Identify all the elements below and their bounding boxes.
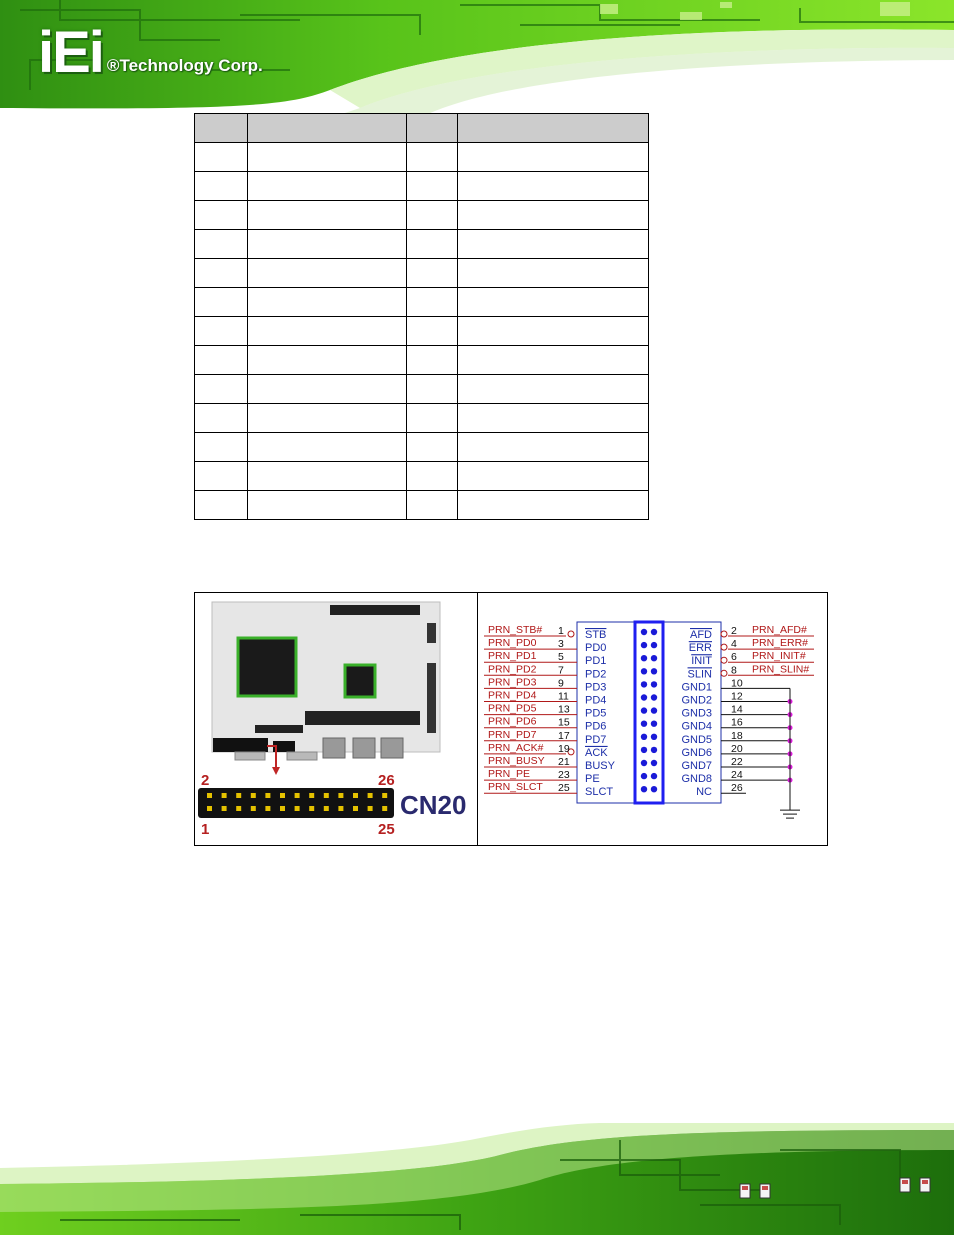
pin-dot bbox=[641, 694, 647, 700]
pin-dot bbox=[651, 707, 657, 713]
signal-label-left: PRN_PD1 bbox=[488, 650, 537, 663]
pin-name-left: PD5 bbox=[585, 707, 607, 720]
table-row bbox=[195, 230, 649, 259]
table-cell bbox=[458, 375, 649, 404]
page-footer-banner bbox=[0, 1120, 954, 1235]
pin-number-right: 16 bbox=[731, 716, 743, 729]
signal-label-left: PRN_PD3 bbox=[488, 676, 537, 689]
header-cell bbox=[248, 114, 407, 143]
pin-name-left: BUSY bbox=[585, 760, 615, 772]
header-pin bbox=[382, 806, 387, 811]
pin-number-right: 20 bbox=[731, 742, 743, 755]
signal-label-left: PRN_STB# bbox=[488, 624, 543, 636]
table-cell bbox=[458, 462, 649, 491]
pin-name-right: GND4 bbox=[681, 720, 712, 733]
pin-name-left: PE bbox=[585, 773, 600, 786]
pin-dot bbox=[651, 773, 657, 779]
table-cell bbox=[248, 143, 407, 172]
invert-bubble bbox=[721, 631, 727, 637]
logo-company-name: ®Technology Corp. bbox=[106, 56, 263, 75]
circuit-board-footer-graphic bbox=[0, 1120, 954, 1235]
pin-number-left: 3 bbox=[558, 638, 564, 651]
pin-name-right: GND6 bbox=[681, 746, 712, 759]
table-cell bbox=[248, 259, 407, 288]
header-pin bbox=[382, 793, 387, 798]
header-pin bbox=[353, 806, 358, 811]
board-connector bbox=[427, 623, 436, 643]
dimm-slot bbox=[305, 711, 420, 725]
cpu-chip bbox=[238, 638, 296, 696]
pin-name-right: GND7 bbox=[681, 760, 712, 772]
pin-number-right: 14 bbox=[731, 703, 743, 716]
board-connector bbox=[255, 725, 303, 733]
pin-name-left: PD0 bbox=[585, 642, 607, 655]
invert-bubble bbox=[568, 631, 574, 637]
pin-dot bbox=[641, 773, 647, 779]
pin-label-bottom-left: 1 bbox=[201, 821, 210, 838]
pin-name-left: PD2 bbox=[585, 668, 607, 681]
board-location-illustration bbox=[195, 593, 477, 845]
invert-bubble bbox=[721, 644, 727, 650]
table-cell bbox=[195, 491, 248, 520]
header-pin bbox=[309, 793, 314, 798]
header-pin bbox=[280, 793, 285, 798]
pin-dot bbox=[641, 668, 647, 674]
table-cell bbox=[407, 317, 458, 346]
header-pin bbox=[295, 806, 300, 811]
table-row bbox=[195, 404, 649, 433]
pin-name-left: PD1 bbox=[585, 655, 607, 668]
pin-name-left: PD3 bbox=[585, 681, 607, 694]
table-cell bbox=[195, 433, 248, 462]
logo-mark: iEi bbox=[38, 20, 103, 85]
pin-name-right: SLIN bbox=[687, 668, 712, 681]
connector-schematic bbox=[478, 593, 827, 845]
pin-number-left: 15 bbox=[558, 716, 570, 729]
table-cell bbox=[248, 404, 407, 433]
pin-number-left: 19 bbox=[558, 742, 570, 755]
board-connector bbox=[213, 738, 268, 752]
header-pin bbox=[265, 793, 270, 798]
pin-dot bbox=[641, 721, 647, 727]
table-row bbox=[195, 259, 649, 288]
table-row bbox=[195, 317, 649, 346]
pin-number-left: 9 bbox=[558, 677, 564, 690]
signal-label-left: PRN_PD6 bbox=[488, 715, 537, 728]
table-cell bbox=[407, 491, 458, 520]
table-cell bbox=[195, 143, 248, 172]
signal-label-left: PRN_SLCT bbox=[488, 781, 543, 794]
pin-number-left: 21 bbox=[558, 756, 570, 768]
board-connector bbox=[287, 752, 317, 760]
pin-dot bbox=[651, 655, 657, 661]
connector-name-label: CN20 bbox=[400, 790, 467, 820]
table-cell bbox=[407, 433, 458, 462]
pin-name-right: GND2 bbox=[681, 694, 712, 707]
pin-number-left: 25 bbox=[558, 782, 570, 795]
pin-number-right: 12 bbox=[731, 690, 743, 703]
pin-number-right: 10 bbox=[731, 677, 743, 690]
header-pin bbox=[207, 806, 212, 811]
pin-dot bbox=[641, 642, 647, 648]
pin-label-top-left: 2 bbox=[201, 772, 210, 789]
table-cell bbox=[248, 230, 407, 259]
header-pin bbox=[280, 806, 285, 811]
pin-dot bbox=[641, 760, 647, 766]
pin-name-left: STB bbox=[585, 629, 607, 641]
header-cell bbox=[407, 114, 458, 143]
connector-diagram-box bbox=[194, 592, 828, 846]
connector-pin-block bbox=[635, 622, 663, 803]
signal-label-left: PRN_PD5 bbox=[488, 702, 537, 715]
signal-label-left: PRN_PD0 bbox=[488, 637, 537, 650]
pin-name-right: GND5 bbox=[681, 733, 712, 746]
pin-dot bbox=[651, 642, 657, 648]
table-cell bbox=[458, 230, 649, 259]
table-row bbox=[195, 375, 649, 404]
pin-number-left: 17 bbox=[558, 729, 570, 742]
lan-port bbox=[353, 738, 375, 758]
pin-dot bbox=[651, 721, 657, 727]
signal-label-left: PRN_PE bbox=[488, 768, 531, 781]
table-row bbox=[195, 288, 649, 317]
cn20-header bbox=[198, 788, 394, 818]
signal-label-left: PRN_BUSY bbox=[488, 755, 545, 767]
header-pin bbox=[207, 793, 212, 798]
table-cell bbox=[458, 143, 649, 172]
pin-name-left: SLCT bbox=[585, 786, 614, 799]
header-pin bbox=[338, 806, 343, 811]
header-pin bbox=[309, 806, 314, 811]
table-cell bbox=[248, 317, 407, 346]
table-row bbox=[195, 143, 649, 172]
board-connector bbox=[427, 663, 436, 733]
board-connector bbox=[235, 752, 265, 760]
pin-number-left: 7 bbox=[558, 664, 564, 677]
header-pin bbox=[236, 793, 241, 798]
table-cell bbox=[195, 346, 248, 375]
signal-label-right: PRN_AFD# bbox=[752, 624, 807, 636]
pin-name-left: PD7 bbox=[585, 733, 607, 746]
header-pin bbox=[353, 793, 358, 798]
pin-number-left: 13 bbox=[558, 703, 570, 716]
header-cell bbox=[195, 114, 248, 143]
table-cell bbox=[458, 433, 649, 462]
header-pin bbox=[338, 793, 343, 798]
table-cell bbox=[248, 288, 407, 317]
pin-dot bbox=[641, 734, 647, 740]
header-pin bbox=[236, 806, 241, 811]
table-cell bbox=[407, 288, 458, 317]
pin-dot bbox=[651, 681, 657, 687]
pin-number-left: 11 bbox=[558, 690, 569, 703]
pin-number-right: 6 bbox=[731, 651, 737, 664]
table-cell bbox=[195, 375, 248, 404]
header-pin bbox=[251, 793, 256, 798]
table-row bbox=[195, 433, 649, 462]
pin-dot bbox=[651, 760, 657, 766]
table-row bbox=[195, 491, 649, 520]
pin-dot bbox=[651, 747, 657, 753]
table-cell bbox=[458, 317, 649, 346]
pin-name-right: GND1 bbox=[681, 681, 712, 694]
pin-name-left: PD4 bbox=[585, 694, 607, 707]
header-pin bbox=[222, 806, 227, 811]
header-pin bbox=[324, 793, 329, 798]
lan-port bbox=[323, 738, 345, 758]
signal-label-right: PRN_SLIN# bbox=[752, 663, 810, 676]
table-cell bbox=[407, 259, 458, 288]
pointer-arrow-head bbox=[272, 767, 280, 775]
header-pin bbox=[295, 793, 300, 798]
pin-number-right: 8 bbox=[731, 664, 737, 677]
table-cell bbox=[195, 201, 248, 230]
header-pin bbox=[368, 806, 373, 811]
table-cell bbox=[195, 230, 248, 259]
signal-label-right: PRN_INIT# bbox=[752, 650, 806, 663]
signal-label-left: PRN_ACK# bbox=[488, 741, 544, 754]
iei-logo bbox=[38, 20, 263, 85]
table-cell bbox=[407, 462, 458, 491]
pinout-table bbox=[194, 113, 649, 520]
table-cell bbox=[248, 201, 407, 230]
pin-dot bbox=[641, 786, 647, 792]
pin-number-right: 4 bbox=[731, 638, 737, 651]
pin-dot bbox=[641, 681, 647, 687]
chipset-chip bbox=[345, 665, 375, 697]
header-pin bbox=[251, 806, 256, 811]
pin-dot bbox=[651, 694, 657, 700]
table-cell bbox=[458, 346, 649, 375]
table-cell bbox=[195, 404, 248, 433]
table-row bbox=[195, 462, 649, 491]
signal-label-left: PRN_PD4 bbox=[488, 689, 537, 702]
pin-dot bbox=[641, 707, 647, 713]
pin-name-right: AFD bbox=[690, 629, 712, 641]
table-header-row bbox=[195, 114, 649, 143]
invert-bubble bbox=[721, 670, 727, 676]
table-cell bbox=[407, 201, 458, 230]
pin-number-right: 24 bbox=[731, 769, 743, 782]
pin-dot bbox=[641, 747, 647, 753]
pin-number-left: 23 bbox=[558, 769, 570, 782]
pin-dot bbox=[641, 629, 647, 635]
table-cell bbox=[407, 346, 458, 375]
table-cell bbox=[248, 375, 407, 404]
table-cell bbox=[407, 404, 458, 433]
table-cell bbox=[248, 491, 407, 520]
header-pin bbox=[368, 793, 373, 798]
table-cell bbox=[195, 259, 248, 288]
table-cell bbox=[407, 172, 458, 201]
pin-name-right: GND3 bbox=[681, 707, 712, 720]
table-cell bbox=[195, 317, 248, 346]
pin-number-right: 22 bbox=[731, 756, 743, 768]
table-cell bbox=[458, 172, 649, 201]
pin-name-left: PD6 bbox=[585, 720, 607, 733]
pin-name-left: ACK bbox=[585, 746, 608, 759]
signal-label-right: PRN_ERR# bbox=[752, 637, 809, 650]
pin-label-top-right: 26 bbox=[378, 772, 395, 789]
pin-dot bbox=[651, 668, 657, 674]
header-pin bbox=[222, 793, 227, 798]
table-cell bbox=[407, 230, 458, 259]
signal-label-left: PRN_PD7 bbox=[488, 728, 537, 741]
pin-number-right: 26 bbox=[731, 782, 743, 795]
pin-name-right: NC bbox=[696, 786, 712, 799]
header-pin bbox=[265, 806, 270, 811]
table-cell bbox=[458, 201, 649, 230]
table-cell bbox=[458, 288, 649, 317]
usb-port bbox=[381, 738, 403, 758]
table-cell bbox=[195, 288, 248, 317]
pin-dot bbox=[651, 629, 657, 635]
pin-dot bbox=[651, 734, 657, 740]
pin-dot bbox=[641, 655, 647, 661]
pin-number-right: 18 bbox=[731, 729, 743, 742]
pin-dot bbox=[651, 786, 657, 792]
table-cell bbox=[407, 375, 458, 404]
table-cell bbox=[248, 462, 407, 491]
table-row bbox=[195, 201, 649, 230]
table-cell bbox=[248, 172, 407, 201]
pin-name-right: ERR bbox=[688, 642, 712, 655]
table-cell bbox=[248, 346, 407, 375]
table-cell bbox=[195, 172, 248, 201]
table-cell bbox=[248, 433, 407, 462]
table-cell bbox=[458, 404, 649, 433]
board-connector bbox=[330, 605, 420, 615]
table-row bbox=[195, 346, 649, 375]
pin-name-right: INIT bbox=[691, 655, 712, 668]
table-cell bbox=[458, 259, 649, 288]
table-cell bbox=[195, 462, 248, 491]
page-header-banner bbox=[0, 0, 954, 118]
pin-number-left: 5 bbox=[558, 651, 564, 664]
pin-name-right: GND8 bbox=[681, 773, 712, 786]
pin-label-bottom-right: 25 bbox=[378, 821, 395, 838]
table-cell bbox=[458, 491, 649, 520]
signal-label-left: PRN_PD2 bbox=[488, 663, 537, 676]
header-pin bbox=[324, 806, 329, 811]
table-row bbox=[195, 172, 649, 201]
invert-bubble bbox=[721, 657, 727, 663]
pin-number-left: 1 bbox=[558, 625, 564, 637]
header-cell bbox=[458, 114, 649, 143]
pin-number-right: 2 bbox=[731, 625, 737, 637]
table-cell bbox=[407, 143, 458, 172]
